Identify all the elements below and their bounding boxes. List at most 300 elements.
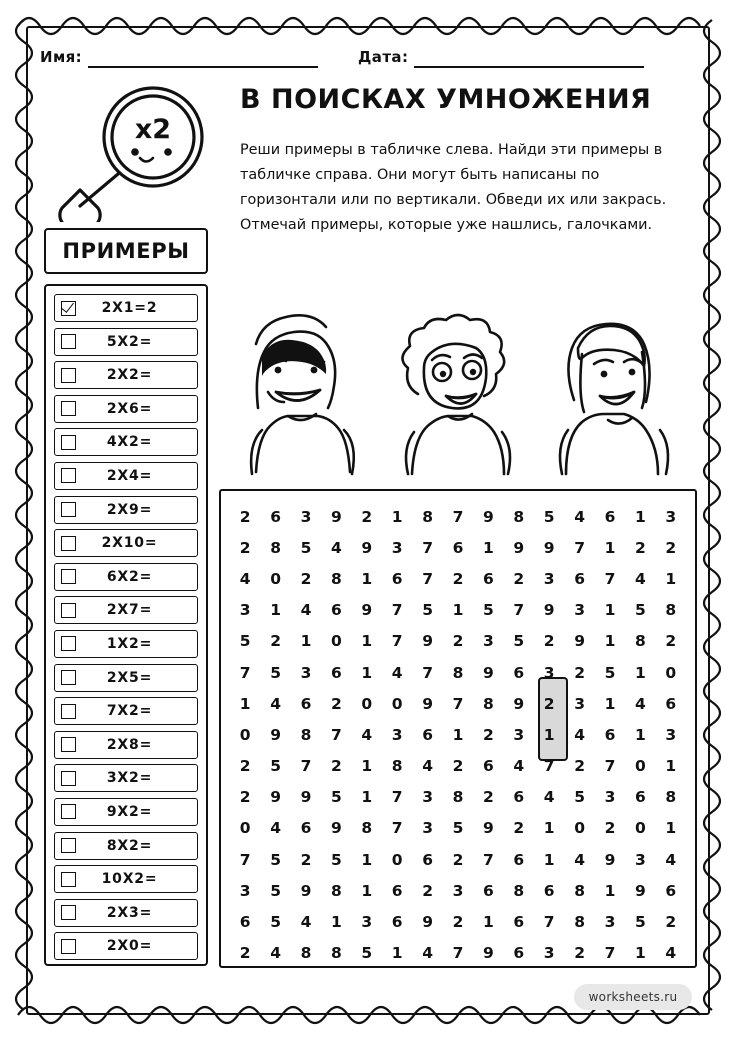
grid-cell[interactable]: 9 (482, 663, 494, 682)
grid-cell[interactable]: 2 (300, 569, 312, 588)
grid-cell[interactable]: 5 (482, 601, 494, 620)
grid-cell[interactable]: 0 (574, 819, 585, 838)
grid-cell[interactable]: 3 (604, 913, 616, 932)
grid-cell[interactable]: 2 (513, 569, 525, 588)
name-date-row (40, 38, 696, 68)
grid-cell[interactable]: 2 (452, 850, 464, 869)
grid-cell[interactable]: 1 (543, 850, 555, 869)
grid-cell[interactable]: 4 (513, 757, 525, 776)
grid-cell[interactable]: 5 (330, 850, 342, 869)
grid-cell[interactable]: 3 (482, 632, 494, 651)
grid-cell[interactable]: 4 (300, 601, 312, 620)
grid-cell[interactable]: 8 (665, 601, 677, 620)
grid-cell[interactable]: 8 (422, 507, 433, 526)
grid-cell[interactable]: 2 (422, 881, 433, 900)
checkbox-icon[interactable] (61, 771, 76, 786)
grid-cell[interactable]: 9 (300, 881, 312, 900)
grid-cell[interactable]: 3 (391, 725, 403, 744)
grid-cell[interactable]: 7 (452, 694, 464, 713)
example-row[interactable] (54, 630, 198, 658)
grid-cell[interactable]: 3 (422, 788, 433, 807)
grid-cell[interactable]: 3 (391, 538, 403, 557)
grid-cell[interactable]: 9 (330, 507, 342, 526)
grid-cell[interactable]: 3 (452, 881, 464, 900)
grid-cell[interactable]: 1 (300, 632, 312, 651)
grid-cell[interactable]: 6 (330, 663, 342, 682)
grid-cell[interactable]: 8 (330, 944, 342, 963)
grid-cell[interactable]: 0 (391, 694, 403, 713)
grid-cell[interactable]: 9 (513, 538, 525, 557)
example-row[interactable] (54, 496, 198, 524)
grid-cell[interactable]: 8 (574, 881, 585, 900)
grid-cell[interactable]: 6 (513, 913, 525, 932)
grid-cell[interactable]: 6 (604, 507, 616, 526)
grid-cell[interactable]: 4 (391, 663, 403, 682)
grid-cell[interactable]: 1 (330, 913, 342, 932)
grid-cell[interactable]: 8 (513, 507, 525, 526)
examples-list (44, 284, 208, 966)
grid-cell[interactable]: 4 (270, 694, 281, 713)
grid-cell[interactable]: 0 (270, 569, 281, 588)
grid-cell[interactable]: 8 (482, 694, 494, 713)
example-label: 2X7= (106, 602, 153, 619)
grid-cell[interactable]: 7 (543, 757, 555, 776)
example-label: 7X2= (106, 703, 153, 720)
grid-cell[interactable]: 4 (665, 850, 677, 869)
grid-cell[interactable]: 9 (422, 632, 433, 651)
grid-cell[interactable]: 1 (665, 819, 677, 838)
example-row[interactable] (54, 294, 198, 322)
grid-cell[interactable]: 2 (300, 850, 312, 869)
example-label: 2X4= (106, 467, 153, 484)
grid-cell[interactable]: 1 (361, 881, 373, 900)
grid-cell[interactable]: 3 (422, 819, 433, 838)
grid-cell[interactable]: 8 (300, 944, 312, 963)
grid-cell[interactable]: 7 (391, 632, 403, 651)
grid-cell[interactable]: 6 (300, 694, 312, 713)
example-label: 2X5= (106, 669, 153, 686)
example-row[interactable] (54, 596, 198, 624)
example-label: 3X2= (106, 770, 153, 787)
grid-cell[interactable]: 5 (270, 881, 281, 900)
checkbox-icon[interactable] (61, 401, 76, 416)
grid-cell[interactable]: 9 (574, 632, 585, 651)
grid-cell[interactable]: 1 (482, 913, 494, 932)
grid-cell[interactable]: 3 (543, 663, 555, 682)
grid-cell[interactable]: 4 (574, 725, 585, 744)
grid-cell[interactable]: 4 (300, 913, 312, 932)
grid-cell[interactable]: 2 (270, 632, 281, 651)
grid-cell[interactable]: 9 (543, 538, 555, 557)
grid-cell[interactable]: 4 (422, 757, 433, 776)
example-row[interactable] (54, 899, 198, 927)
example-row[interactable] (54, 395, 198, 423)
example-row[interactable] (54, 832, 198, 860)
grid-cell[interactable]: 5 (422, 601, 433, 620)
grid-cell[interactable]: 6 (604, 725, 616, 744)
grid-cell[interactable]: 2 (574, 757, 585, 776)
grid-cell[interactable]: 3 (604, 788, 616, 807)
example-label: 1X2= (106, 635, 153, 652)
checkbox-icon[interactable] (61, 636, 76, 651)
checkbox-icon[interactable] (61, 670, 76, 685)
grid-cell[interactable]: 8 (452, 663, 464, 682)
grid-cell[interactable]: 4 (330, 538, 342, 557)
checkbox-icon[interactable] (61, 536, 76, 551)
grid-cell[interactable]: 2 (665, 632, 677, 651)
grid-cell[interactable]: 3 (543, 569, 555, 588)
grid-cell[interactable]: 6 (391, 913, 403, 932)
grid-cell[interactable]: 1 (634, 944, 646, 963)
grid-cell[interactable]: 1 (604, 601, 616, 620)
grid-cell[interactable]: 6 (543, 881, 555, 900)
grid-cell[interactable]: 5 (634, 601, 646, 620)
grid-cell[interactable]: 1 (452, 601, 464, 620)
grid-cell[interactable]: 6 (391, 881, 403, 900)
magnifier-label: x2 (134, 114, 172, 145)
grid-cell[interactable]: 5 (604, 663, 616, 682)
example-label: 2X10= (101, 535, 158, 552)
date-input-line[interactable] (414, 48, 644, 68)
grid-cell[interactable]: 1 (665, 569, 677, 588)
grid-cell[interactable]: 2 (239, 944, 251, 963)
grid-cell[interactable]: 1 (634, 507, 646, 526)
example-row[interactable] (54, 865, 198, 893)
grid-cell[interactable]: 9 (482, 507, 494, 526)
grid-cell[interactable]: 9 (604, 850, 616, 869)
grid-cell[interactable]: 7 (452, 507, 464, 526)
grid-cell[interactable]: 9 (634, 881, 646, 900)
grid-cell[interactable]: 9 (482, 944, 494, 963)
grid-cell[interactable]: 1 (361, 663, 373, 682)
grid-cell[interactable]: 5 (361, 944, 373, 963)
grid-cell[interactable]: 1 (361, 757, 373, 776)
grid-cell[interactable]: 7 (422, 569, 433, 588)
grid-cell[interactable]: 2 (604, 819, 616, 838)
grid-cell[interactable]: 4 (574, 850, 585, 869)
checkbox-icon[interactable] (61, 368, 76, 383)
checkbox-icon[interactable] (61, 468, 76, 483)
examples-header: ПРИМЕРЫ (44, 228, 208, 274)
grid-cell[interactable]: 6 (665, 881, 677, 900)
grid-cell[interactable]: 6 (574, 569, 585, 588)
grid-cell[interactable]: 7 (330, 725, 342, 744)
kids-illustration (222, 296, 698, 496)
example-row[interactable] (54, 361, 198, 389)
checkbox-icon[interactable] (61, 603, 76, 618)
grid-cell[interactable]: 3 (543, 944, 555, 963)
grid-cell[interactable]: 4 (574, 507, 585, 526)
grid-cell[interactable]: 9 (422, 913, 433, 932)
example-label: 2X0= (106, 938, 153, 955)
examples-panel (44, 228, 208, 968)
example-row[interactable] (54, 664, 198, 692)
grid-cell[interactable]: 0 (634, 819, 646, 838)
grid-cell[interactable]: 2 (239, 538, 251, 557)
grid-cell[interactable]: 1 (543, 725, 555, 744)
grid-cell[interactable]: 8 (513, 881, 525, 900)
instructions-text: Реши примеры в табличке слева. Найди эти примеры в табличке справа. Они могут быть написаны по горизонтали или по вертикали. Обведи их или закрась. Отмечай примеры, которые уже нашлись, галочками. (240, 142, 667, 233)
grid-cell[interactable]: 2 (239, 507, 251, 526)
grid-cell[interactable]: 4 (270, 819, 281, 838)
checkbox-icon[interactable] (61, 334, 76, 349)
checkbox-icon[interactable] (61, 435, 76, 450)
grid-cell[interactable]: 2 (574, 944, 585, 963)
grid-cell[interactable]: 1 (482, 538, 494, 557)
grid-cell[interactable]: 2 (513, 819, 525, 838)
grid-cell[interactable]: 6 (482, 757, 494, 776)
grid-cell[interactable]: 6 (239, 913, 251, 932)
site-logo: worksheets.ru (574, 984, 692, 1010)
grid-cells (230, 501, 686, 963)
example-label: 2X1=2 (101, 300, 158, 316)
grid-cell[interactable]: 6 (270, 507, 281, 526)
grid-cell[interactable]: 7 (422, 538, 433, 557)
example-label: 8X2= (106, 837, 153, 854)
grid-cell[interactable]: 2 (452, 913, 464, 932)
grid-cell[interactable]: 3 (361, 913, 373, 932)
grid-cell[interactable]: 5 (513, 632, 525, 651)
checkbox-icon[interactable] (61, 737, 76, 752)
grid-cell[interactable]: 0 (239, 725, 251, 744)
example-label: 2X3= (106, 904, 153, 921)
grid-cell[interactable]: 9 (270, 788, 281, 807)
grid-cell[interactable]: 0 (361, 694, 373, 713)
grid-cell[interactable]: 7 (391, 819, 403, 838)
checkbox-icon[interactable] (61, 502, 76, 517)
grid-cell[interactable]: 7 (422, 663, 433, 682)
grid-cell[interactable]: 4 (634, 694, 646, 713)
checkbox-icon[interactable] (61, 838, 76, 853)
example-label: 5X2= (106, 333, 153, 350)
grid-cell[interactable]: 5 (634, 913, 646, 932)
grid-cell[interactable]: 9 (270, 725, 281, 744)
grid-cell[interactable]: 0 (391, 850, 403, 869)
grid-cell[interactable]: 5 (452, 819, 464, 838)
grid-cell[interactable]: 7 (482, 850, 494, 869)
grid-cell[interactable]: 2 (665, 538, 677, 557)
grid-cell[interactable]: 2 (665, 913, 677, 932)
grid-cell[interactable]: 6 (330, 601, 342, 620)
example-row[interactable] (54, 764, 198, 792)
grid-cell[interactable]: 1 (604, 881, 616, 900)
grid-cell[interactable]: 1 (604, 694, 616, 713)
example-row[interactable] (54, 529, 198, 557)
example-label: 9X2= (106, 803, 153, 820)
grid-cell[interactable]: 3 (300, 507, 312, 526)
grid-cell[interactable]: 1 (391, 944, 403, 963)
grid-cell[interactable]: 8 (361, 819, 373, 838)
grid-cell[interactable]: 2 (239, 757, 251, 776)
grid-cell[interactable]: 5 (300, 538, 312, 557)
word-search-grid[interactable] (219, 489, 697, 968)
grid-cell[interactable]: 4 (422, 944, 433, 963)
grid-cell[interactable]: 4 (239, 569, 251, 588)
grid-cell[interactable]: 9 (330, 819, 342, 838)
name-label: Имя: (40, 48, 83, 66)
example-label: 2X2= (106, 367, 153, 384)
grid-cell[interactable]: 3 (574, 601, 585, 620)
grid-cell[interactable]: 0 (634, 757, 646, 776)
grid-cell[interactable]: 8 (574, 913, 585, 932)
grid-cell[interactable]: 8 (330, 881, 342, 900)
grid-cell[interactable]: 5 (270, 757, 281, 776)
grid-cell[interactable]: 0 (665, 663, 677, 682)
grid-cell[interactable]: 7 (391, 601, 403, 620)
grid-cell[interactable]: 9 (361, 601, 373, 620)
grid-cell[interactable]: 9 (422, 694, 433, 713)
example-label: 2X9= (106, 501, 153, 518)
grid-cell[interactable]: 1 (634, 725, 646, 744)
grid-cell[interactable]: 1 (452, 725, 464, 744)
grid-cell[interactable]: 3 (239, 881, 251, 900)
grid-cell[interactable]: 2 (452, 757, 464, 776)
grid-cell[interactable]: 3 (300, 663, 312, 682)
grid-cell[interactable]: 3 (239, 601, 251, 620)
grid-cell[interactable]: 6 (634, 788, 646, 807)
checkbox-icon[interactable] (61, 905, 76, 920)
grid-cell[interactable]: 5 (270, 850, 281, 869)
grid-cell[interactable]: 7 (239, 663, 251, 682)
grid-cell[interactable]: 8 (391, 757, 403, 776)
grid-cell[interactable]: 1 (270, 601, 281, 620)
grid-cell[interactable]: 2 (634, 538, 646, 557)
grid-cell[interactable]: 9 (482, 819, 494, 838)
grid-cell[interactable]: 4 (634, 569, 646, 588)
grid-cell[interactable]: 0 (330, 632, 342, 651)
grid-cell[interactable]: 2 (543, 694, 555, 713)
grid-cell[interactable]: 9 (513, 694, 525, 713)
grid-cell[interactable]: 0 (239, 819, 251, 838)
grid-cell[interactable]: 6 (391, 569, 403, 588)
grid-cell[interactable]: 8 (270, 538, 281, 557)
grid-cell[interactable]: 8 (634, 632, 646, 651)
example-row[interactable] (54, 731, 198, 759)
example-label: 4X2= (106, 434, 153, 451)
grid-cell[interactable]: 5 (574, 788, 585, 807)
example-row[interactable] (54, 798, 198, 826)
grid-cell[interactable]: 1 (604, 538, 616, 557)
grid-cell[interactable]: 7 (543, 913, 555, 932)
grid-cell[interactable]: 5 (270, 663, 281, 682)
example-row[interactable] (54, 697, 198, 725)
grid-cell[interactable]: 4 (270, 944, 281, 963)
grid-cell[interactable]: 1 (391, 507, 403, 526)
grid-cell[interactable]: 1 (634, 663, 646, 682)
grid-cell[interactable]: 7 (604, 757, 616, 776)
example-row[interactable] (54, 462, 198, 490)
grid-cell[interactable]: 7 (574, 538, 585, 557)
grid-cell[interactable]: 4 (665, 944, 677, 963)
grid-cell[interactable]: 2 (330, 757, 342, 776)
name-input-line[interactable] (88, 48, 318, 68)
grid-cell[interactable]: 6 (300, 819, 312, 838)
checkbox-checked-icon[interactable] (61, 301, 76, 316)
grid-cell[interactable]: 2 (452, 569, 464, 588)
checkbox-icon[interactable] (61, 804, 76, 819)
grid-cell[interactable]: 2 (330, 694, 342, 713)
grid-cell[interactable]: 3 (665, 725, 677, 744)
grid-cell[interactable]: 3 (634, 850, 646, 869)
grid-cell[interactable]: 9 (300, 788, 312, 807)
example-row[interactable] (54, 428, 198, 456)
grid-cell[interactable]: 6 (482, 881, 494, 900)
page-title: В ПОИСКАХ УМНОЖЕНИЯ (240, 84, 652, 115)
grid-cell[interactable]: 4 (361, 725, 373, 744)
example-row[interactable] (54, 328, 198, 356)
grid-cell[interactable]: 1 (543, 819, 555, 838)
date-label: Дата: (358, 48, 409, 66)
grid-cell[interactable]: 2 (543, 632, 555, 651)
checkbox-icon[interactable] (61, 872, 76, 887)
grid-cell[interactable]: 6 (513, 663, 525, 682)
grid-cell[interactable]: 1 (361, 569, 373, 588)
grid-cell[interactable]: 7 (604, 569, 616, 588)
example-label: 6X2= (106, 568, 153, 585)
grid-cell[interactable]: 9 (361, 538, 373, 557)
grid-cell[interactable]: 1 (361, 632, 373, 651)
checkbox-icon[interactable] (61, 569, 76, 584)
grid-cell[interactable]: 5 (270, 913, 281, 932)
grid-cell[interactable]: 6 (452, 538, 464, 557)
checkbox-icon[interactable] (61, 704, 76, 719)
grid-cell[interactable]: 7 (452, 944, 464, 963)
example-row[interactable] (54, 932, 198, 960)
grid-cell[interactable]: 7 (239, 850, 251, 869)
grid-cell[interactable]: 7 (604, 944, 616, 963)
grid-cell[interactable]: 2 (482, 725, 494, 744)
grid-cell[interactable]: 4 (543, 788, 555, 807)
example-row[interactable] (54, 563, 198, 591)
grid-cell[interactable]: 2 (452, 632, 464, 651)
grid-cell[interactable]: 1 (665, 757, 677, 776)
example-label: 2X6= (106, 400, 153, 417)
grid-cell[interactable]: 5 (239, 632, 251, 651)
grid-cell[interactable]: 2 (574, 663, 585, 682)
grid-cell[interactable]: 8 (300, 725, 312, 744)
example-label: 2X8= (106, 736, 153, 753)
grid-cell[interactable]: 6 (422, 725, 433, 744)
grid-cell[interactable]: 2 (239, 788, 251, 807)
grid-cell[interactable]: 1 (361, 850, 373, 869)
grid-cell[interactable]: 5 (330, 788, 342, 807)
grid-cell[interactable]: 7 (300, 757, 312, 776)
grid-cell[interactable]: 6 (482, 569, 494, 588)
checkbox-icon[interactable] (61, 939, 76, 954)
grid-cell[interactable]: 7 (513, 601, 525, 620)
grid-cell[interactable]: 2 (361, 507, 373, 526)
grid-cell[interactable]: 6 (513, 944, 525, 963)
grid-cell[interactable]: 8 (330, 569, 342, 588)
grid-cell[interactable]: 8 (452, 788, 464, 807)
grid-cell[interactable]: 6 (665, 694, 677, 713)
grid-cell[interactable]: 3 (513, 725, 525, 744)
grid-cell[interactable]: 7 (391, 788, 403, 807)
grid-cell[interactable]: 1 (604, 632, 616, 651)
grid-cell[interactable]: 8 (665, 788, 677, 807)
grid-cell[interactable]: 3 (665, 507, 677, 526)
grid-cell[interactable]: 1 (361, 788, 373, 807)
grid-cell[interactable]: 6 (422, 850, 433, 869)
grid-cell[interactable]: 2 (482, 788, 494, 807)
grid-cell[interactable]: 6 (513, 850, 525, 869)
grid-cell[interactable]: 6 (513, 788, 525, 807)
grid-cell[interactable]: 3 (574, 694, 585, 713)
grid-cell[interactable]: 5 (543, 507, 555, 526)
magnifier-icon (40, 82, 220, 222)
grid-cell[interactable]: 9 (543, 601, 555, 620)
grid-cell[interactable]: 1 (239, 694, 251, 713)
